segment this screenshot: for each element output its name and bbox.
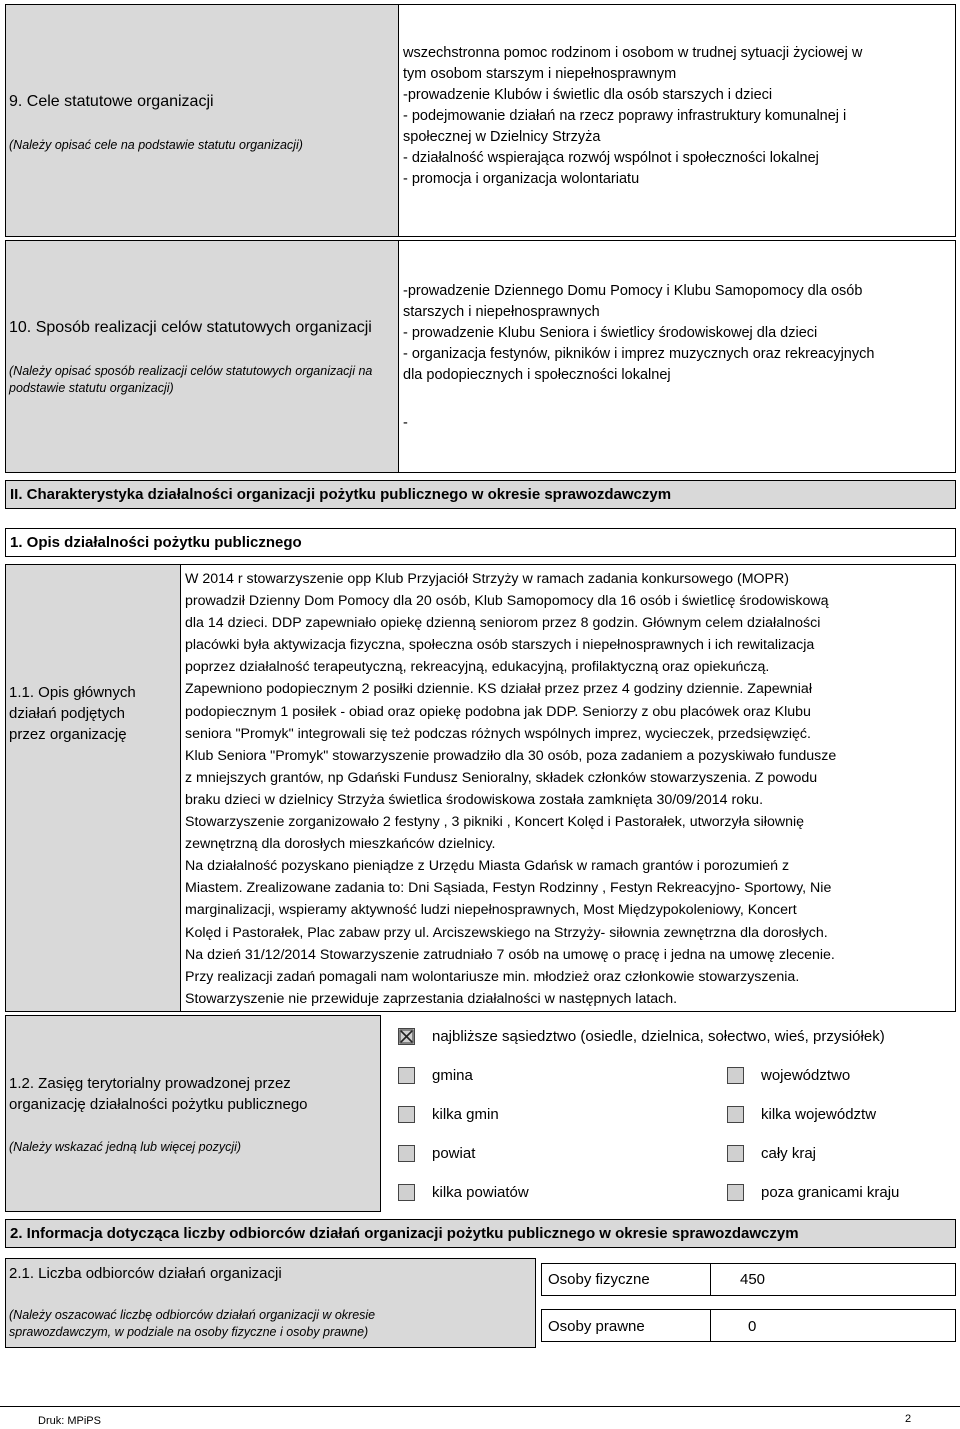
- recipients-legal-value: 0: [748, 1318, 757, 1335]
- sub11-label-line: przez organizację: [9, 726, 127, 743]
- option-neighbourhood-label: najbliższe sąsiedztwo (osiedle, dzielnica, sołectwo, wieś, przysiółek): [432, 1028, 885, 1045]
- sub11-line: Na dzień 31/12/2014 Stowarzyszenie zatrudniało 7 osób na umowę o pracę i jedna na umowę zlecenie.: [185, 946, 835, 963]
- sub11-line: Miastem. Zrealizowane zadania to: Dni Sąsiada, Festyn Rodzinny , Festyn Rekreacyjno- Sportowy, Nie: [185, 880, 832, 897]
- option-kilka-wojewodztw-label: kilka województw: [761, 1106, 877, 1123]
- sub12-label-line: 1.2. Zasięg terytorialny prowadzonej przez: [9, 1075, 291, 1092]
- sub11-line: Na działalność pozyskano pieniądze z Urzędu Miasta Gdańsk w ramach grantów i porozumień z: [185, 858, 790, 875]
- section9-line: - podejmowanie działań na rzecz poprawy infrastruktury komunalnej i: [403, 108, 847, 124]
- section10-line: dla podopiecznych i społeczności lokalnej: [403, 367, 671, 383]
- sub21-note-line: sprawozdawczym, w podziale na osoby fizyczne i osoby prawne): [9, 1325, 369, 1339]
- option-wojewodztwo-label: województwo: [761, 1067, 851, 1084]
- sub11-line: dla 14 dzieci. DDP zapewniało opiekę dzienną seniorom przez 8 godzin. Głównym celem działalności: [185, 615, 821, 632]
- sub11-line: marginalizacji, wspieramy aktywność ludzi niepełnosprawnych, Most Międzypokoleniowy, Koncert: [185, 902, 797, 919]
- sub11-label-line: 1.1. Opis głównych: [9, 684, 136, 701]
- recipients-legal-label: Osoby prawne: [548, 1318, 645, 1335]
- section10-note: [9, 363, 372, 397]
- section9-line: - działalność wspierająca rozwój wspólnot i społeczności lokalnej: [403, 150, 819, 166]
- sub11-line: Klub Seniora "Promyk" stowarzyszenie prowadziło dla 30 osób, poza zadaniem a pozyskiwało fundusze: [185, 747, 837, 764]
- sub21-note: [9, 1307, 375, 1341]
- option-caly-kraj-label: cały kraj: [761, 1145, 817, 1162]
- option-poza-granicami-checkbox[interactable]: [727, 1184, 744, 1201]
- option-powiat-label: powiat: [432, 1145, 476, 1162]
- section10-dash: -: [403, 415, 408, 431]
- sub21-note-line: (Należy oszacować liczbę odbiorców działań organizacji w okresie: [9, 1308, 376, 1322]
- option-kilka-gmin-checkbox[interactable]: [398, 1106, 415, 1123]
- sub11-line: Przy realizacji zadań pomagali nam wolontariusze min. młodzież oraz członkowie stowarzyszenia.: [185, 968, 800, 985]
- sub12-label-line: organizację działalności pożytku publicznego: [9, 1096, 308, 1113]
- section10-label-cell: [5, 240, 399, 473]
- sub11-line: braku dzieci w dzielnicy Strzyża świetlica środowiskowa została zamknięta 30/09/2014 roku.: [185, 791, 764, 808]
- sub11-line: poprzez działalność terapeutyczną, rekreacyjną, edukacyjną, profilaktyczną oraz opiekuńczą.: [185, 659, 770, 676]
- section9-content: [403, 43, 862, 190]
- sub11-line: Stowarzyszenie zorganizowało 2 festyny , 3 pikniki , Koncert Kolęd i Pastorałek, utworzyła siłownię: [185, 814, 805, 831]
- section10-title: 10. Sposób realizacji celów statutowych organizacji: [9, 319, 372, 336]
- section10-note-line: podstawie statutu organizacji): [9, 381, 174, 395]
- footer-page-number: 2: [905, 1413, 912, 1425]
- section9-note: (Należy opisać cele na podstawie statutu organizacji): [9, 138, 303, 152]
- sub21-label: 2.1. Liczba odbiorców działań organizacji: [9, 1265, 282, 1282]
- sub11-label-cell: [5, 564, 181, 1012]
- sub12-label: [9, 1073, 308, 1115]
- section10-line: -prowadzenie Dziennego Domu Pomocy i Klubu Samopomocy dla osób: [403, 283, 863, 299]
- sub11-line: Kolęd i Pastorałek, Plac zabaw przy ul. Arciszewskiego na Strzyży- siłownia zewnętrzna dla dorosłych.: [185, 924, 828, 941]
- section9-label-cell: [5, 4, 399, 237]
- recipients-physical-value: 450: [740, 1271, 766, 1288]
- sub1-header: 1. Opis działalności pożytku publicznego: [5, 528, 956, 557]
- sub11-line: placówki była aktywizacja fizyczna, społeczna osób starszych i niepełnosprawnych i ich rewitalizacja: [185, 637, 815, 654]
- section10-line: - organizacja festynów, pikników i imprez muzycznych oraz rekreacyjnych: [403, 346, 875, 362]
- sub12-note: (Należy wskazać jedną lub więcej pozycji): [9, 1140, 242, 1154]
- section9-line: - promocja i organizacja wolontariatu: [403, 171, 640, 187]
- sub11-line: Zapewniono podopiecznym 2 posiłki dziennie. KS działał przez przez 4 godziny dziennie. Zapewniał: [185, 681, 812, 698]
- option-kilka-wojewodztw-checkbox[interactable]: [727, 1106, 744, 1123]
- section9-line: -prowadzenie Klubów i świetlic dla osób starszych i dzieci: [403, 87, 773, 103]
- option-wojewodztwo-checkbox[interactable]: [727, 1067, 744, 1084]
- recipients-legal-value-cell: [710, 1309, 956, 1342]
- section10-line: - prowadzenie Klubu Seniora i świetlicy środowiskowej dla dzieci: [403, 325, 818, 341]
- sub11-line: zewnętrzną dla dorosłych mieszkańców dzielnicy.: [185, 836, 496, 853]
- part2-header: II. Charakterystyka działalności organizacji pożytku publicznego w okresie sprawozdawczym: [5, 480, 956, 509]
- sub11-line: Stowarzyszenie nie przewiduje zaprzestania działalności w następnych latach.: [185, 990, 678, 1007]
- option-kilka-powiatow-label: kilka powiatów: [432, 1184, 529, 1201]
- sub11-line: W 2014 r stowarzyszenie opp Klub Przyjaciół Strzyży w ramach zadania konkursowego (MOPR): [185, 571, 789, 587]
- recipients-physical-label: Osoby fizyczne: [548, 1271, 650, 1288]
- footer-print-label: Druk: MPiPS: [38, 1415, 101, 1427]
- sub11-line: seniora "Promyk" integrowali się też podczas różnych wspólnych imprez, wycieczek, przedsięwzięć.: [185, 725, 811, 742]
- option-gmina-checkbox[interactable]: [398, 1067, 415, 1084]
- sub11-content: [185, 568, 836, 1010]
- option-kilka-powiatow-checkbox[interactable]: [398, 1184, 415, 1201]
- section9-line: wszechstronna pomoc rodzinom i osobom w trudnej sytuacji życiowej w: [403, 45, 863, 61]
- option-powiat-checkbox[interactable]: [398, 1145, 415, 1162]
- sub11-line: z mniejszych grantów, np Gdański Fundusz Senioralny, składek członków stowarzyszenia. Z powodu: [185, 769, 818, 786]
- sub2-header: 2. Informacja dotycząca liczby odbiorców działań organizacji pożytku publicznego w okresie sprawozdawczym: [5, 1219, 956, 1248]
- checkmark-x-icon: [399, 1029, 414, 1044]
- sub11-label: [9, 682, 136, 745]
- section9-line: tym osobom starszym i niepełnosprawnym: [403, 66, 677, 82]
- option-neighbourhood-checkbox[interactable]: [398, 1028, 415, 1045]
- section9-line: społecznej w Dzielnicy Strzyża: [403, 129, 601, 145]
- sub11-line: podopiecznym 1 posiłek - obiad oraz opiekę podobna jak DDP. Seniorzy z obu placówek oraz Klubu: [185, 703, 811, 720]
- footer-divider: [0, 1406, 960, 1407]
- section10-content: [403, 281, 874, 386]
- section10-note-line: (Należy opisać sposób realizacji celów statutowych organizacji na: [9, 364, 373, 378]
- sub11-label-line: działań podjętych: [9, 705, 125, 722]
- sub11-line: prowadził Dzienny Dom Pomocy dla 20 osób, Klub Samopomocy dla 16 osób i świetlicę środowiskową: [185, 593, 829, 610]
- option-gmina-label: gmina: [432, 1067, 473, 1084]
- section9-title: 9. Cele statutowe organizacji: [9, 93, 214, 110]
- option-caly-kraj-checkbox[interactable]: [727, 1145, 744, 1162]
- option-kilka-gmin-label: kilka gmin: [432, 1106, 499, 1123]
- option-poza-granicami-label: poza granicami kraju: [761, 1184, 900, 1201]
- section10-line: starszych i niepełnosprawnych: [403, 304, 600, 320]
